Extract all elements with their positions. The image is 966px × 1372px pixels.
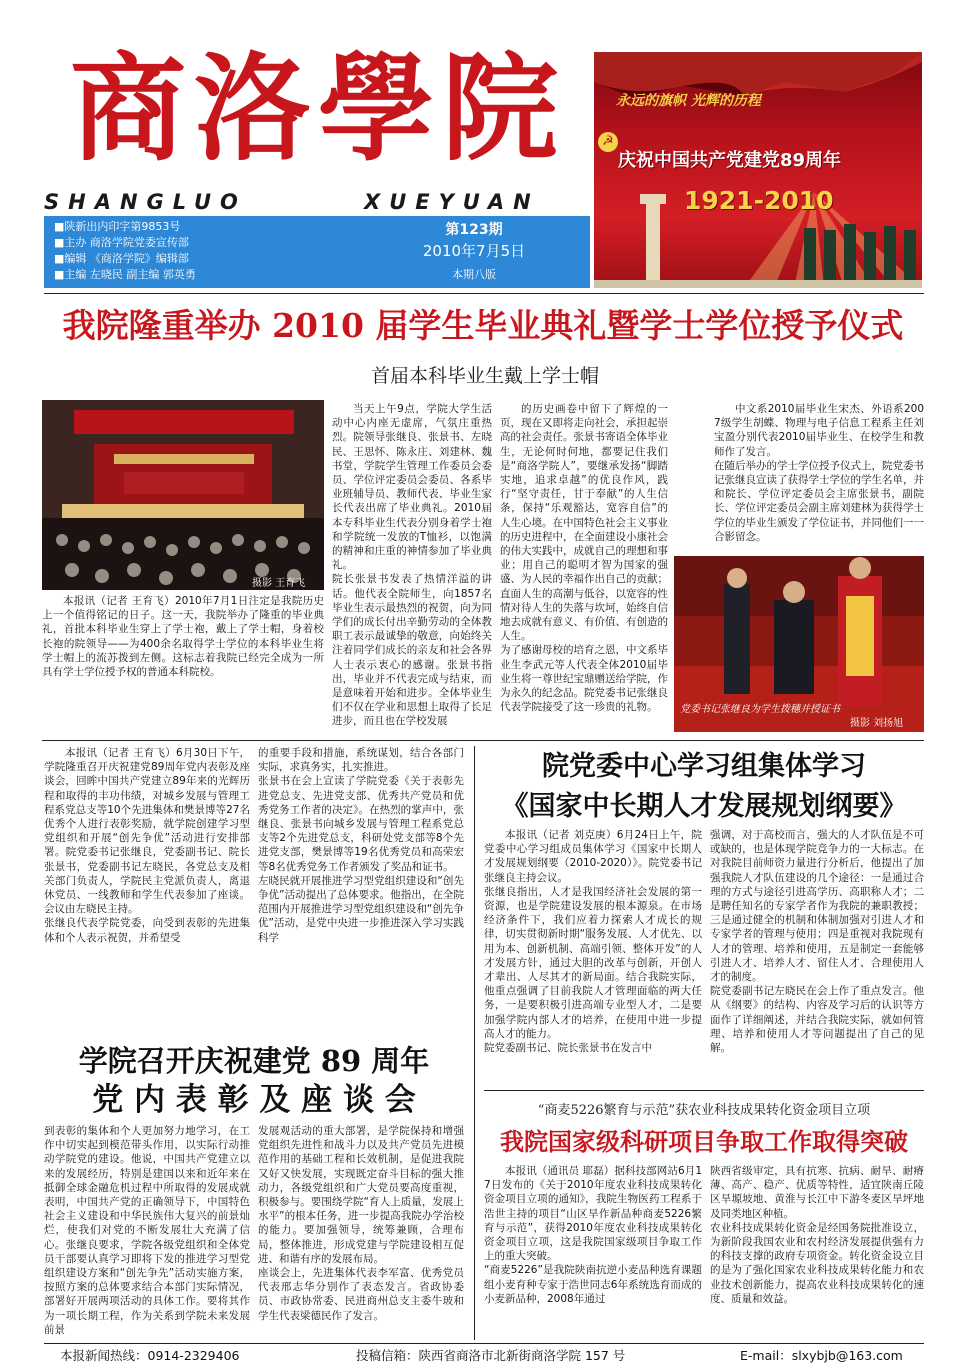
party-column-1: 本报讯（记者 王育飞）6月30日下午，学院隆重召开庆祝建党89周年党内表彰及座谈会，回眸中国共产党建立89年来的光辉历程和取得的丰功伟绩，对城乡发展与管理工程系党总支等10个先进集体和樊景博等27名优秀个人进行表彰奖励，就学院创建学习型党组织和开展“创先争优”活动进行安排部署。院党委书记张继良，党委副书记、院长张景书，党委副书记左晓民，各党总支及相关部门负责人，学院民主党派负责人，离退休党员、一线教师和学生代表参加了座谈。会议由左晓民主持。 张继良代表学院党委，向受到表彰的先进集体和个人表示祝贺，并希望受 (44, 747, 250, 944)
masthead-pinyin-left: SHANGLUO (44, 190, 247, 214)
party-headline-line2: 党 内 表 彰 及 座 谈 会 (92, 1082, 416, 1118)
study-headline-line1: 院党委中心学习组集体学习 (542, 751, 866, 782)
masthead-title: 商洛學院 (70, 41, 566, 177)
publisher-line: ■主办 商洛学院党委宣传部 (54, 236, 189, 249)
photo2-caption: 党委书记张继良为学生拨穗并授证书 (680, 704, 840, 715)
party-column-4: 发展观活动的重大部署，是学院保持和增强党组织先进性和战斗力以及共产党员先进模范作用的基础工程和长效机制，是促进我院又好又快发展，实现既定奋斗目标的强大推动力，各级党组织和广大党员要高度重视，积极参与。要围绕学院“育人上质量，发展上水平”的根本任务，进一步提高我院办学治校的能力。要加强领导，统筹兼顾，合理布局，整体推进，形成党建与学院建设相互促进、和谐有序的发展布局。 座谈会上，先进集体代表李军富、优秀党员代表邢志华分别作了表态发言。省政协委员、市政协常委、民进商州总支主委牛玻和学生代表梁德民作了发言。 (258, 1125, 464, 1322)
lead-column-4: 中文系2010届毕业生宋杰、外语系2007级学生胡蝶、物理与电子信息工程系主任刘宝盈分别代表2010届毕业生、在校学生和教师作了发言。 在随后举办的学士学位授予仪式上，院党委书记张继良宣读了获得学士学位的学生名单，并和院长、学位评定委员会主席张景书，副院长、学位评定委员会副主席刘建林为获得学士学位的毕业生颁发了学位证书，并同他们一一合影留念。 (714, 403, 924, 543)
issue-pages: 本期八版 (452, 268, 496, 281)
lead-column-2: 当天上午9点，学院大学生活动中心内座无虚席，气氛庄重热烈。院领导张继良、张景书、左晓民、王思怀、陈永庄、刘建林、魏书堂，学院学生管理工作委员会委员、学位评定委员会委员、各系毕业班辅导员、教师代表、毕业生家长代表出席了毕业典礼。2010届本专科毕业生代表分别身着学士袍和学院统一发放的T恤衫，以饱满的精神和庄重的神情参加了毕业典礼。 院长张景书发表了热情洋溢的讲话。他代表全院师生，向1857名毕业生表示最热烈的祝贺，向为同学们的成长付出辛勤劳动的全体教职工表示最诚挚的敬意，向始终关注着同学们成长的亲友和社会各界人士表示衷心的感谢。张景书指出，毕业并不代表完成与结束，而是意味着开始和进步。全体毕业生们不仅在学业和思想上取得了长足进步，而且也在学校发展 (332, 403, 492, 728)
masthead-info-list (54, 219, 374, 285)
party-emblem-icon: ☭ (598, 132, 618, 152)
study-divider (484, 1090, 924, 1091)
ceremony-hall-image (42, 400, 324, 590)
party-column-3: 到表彰的集体和个人更加努力地学习，在工作中切实起到模范带头作用，以实际行动推动学院党的建设。他说，中国共产党建立以来的发展经历，特别是建国以来和近年来在抵御全球金融危机过程中所取得的发展成就表明，中国共产党的正确领导下，中国特色社会主义建设和中华民族伟大复兴的前景灿烂，使我们对党的不断发展壮大充满了信心。张继良要求，学院各级党组织和全体党员干部要认真学习即将下发的推进学习型党组织建设方案和“创先争先”活动实施方案，按照方案的总体要求结合本部门实际情况，部署好开展两项活动的具体工作。要将其作为一项长期工程，作为关系到学院未来发展前景 (44, 1125, 250, 1336)
masthead-divider (44, 293, 924, 294)
study-headline-line2: 《国家中长期人才发展规划纲要》 (501, 791, 907, 822)
issue-date: 2010年7月5日 (422, 242, 526, 260)
party-headline-line1: 学院召开庆祝建党 89 周年 (78, 1044, 430, 1078)
masthead-info-box (44, 216, 590, 288)
submission-address: 投稿信箱：陕西省商洛市北新街商洛学院 157 号 (356, 1348, 626, 1363)
lead-subhead: 首届本科毕业生戴上学士帽 (370, 365, 599, 387)
research-kicker: “商麦5226繁育与示范”获农业科技成果转化资金项目立项 (537, 1103, 871, 1118)
vertical-divider (474, 746, 475, 1340)
photo2-credit: 摄影 刘扬旭 (850, 718, 904, 729)
issue-number: 第123期 (445, 222, 503, 238)
news-hotline: 本报新闻热线：0914-2329406 (60, 1348, 240, 1363)
publication-permit: ■陕新出内印字第9853号 (54, 220, 181, 233)
banner-years: 1921-2010 (684, 186, 834, 215)
lead-headline: 我院隆重举办 2010 届学生毕业典礼暨学士学位授予仪式 (62, 306, 904, 345)
research-column-2: 陕西省级审定，具有抗寒、抗病、耐旱、耐瘠薄、高产、稳产、优质等特性，适宜陕南丘陵区旱塬坡地、黄淮与长江中下游冬麦区旱坪地及同类地区种植。 农业科技成果转化资金是经国务院批准设立，为新阶段我国农业和农村经济发展提供强有力的科技支撑的政府专项资金。转化资金设立目的是为了强化国家农业科技成果转化能力和农业技术创新能力，提高农业科技成果转化的速度、质量和效益。 (710, 1165, 924, 1305)
research-column-1: 本报讯（通讯员 耶磊）据科技部网站6月17日发布的《关于2010年度农业科技成果转化资金项目立项的通知》，我院生物医药工程系于浩世主持的项目“山区旱作新品种商麦5226繁育与示范”，获得2010年度农业科技成果转化资金项目立项，这是我院国家级项目争取工作上的重大突破。 “商麦5226”是我院陕南抗逆小麦品种选育课题组小麦育种专家于浩世同志6年系统选育而成的小麦新品种，2008年通过 (484, 1165, 702, 1305)
chief-editor-line: ■主编 左晓民 副主编 郭英勇 (54, 268, 196, 281)
research-headline: 我院国家级科研项目争取工作取得突破 (500, 1127, 908, 1156)
banner-slogan: 永远的旗帜 光辉的历程 (616, 93, 761, 109)
graduation-ceremony-photo (42, 400, 324, 590)
lead-column-1: 本报讯（记者 王育飞）2010年7月1日注定是我院历史上一个值得铭记的日子。这一天，我院举办了隆重的毕业典礼，首批本科毕业生穿上了学士袍，戴上了学士帽，身着校长袍的院领导——为400余名取得学士学位的本科毕业生将学士帽上的流苏拨到左侧。这标志着我院已经完全成为一所具有学士学位授予权的普通本科院校。 (42, 595, 324, 679)
masthead-pinyin-right: XUEYUAN (364, 190, 540, 214)
lead-column-3: 的历史画卷中留下了辉煌的一页，现在又即将走向社会，承担起崇高的社会责任。张景书寄语全体毕业生，无论何时何地，都要记住我们是“商洛学院人”，要继承发扬“脚踏实地，追求卓越”的优良作风，践行“坚守责任，甘于奉献”的人生信条，保持“乐观豁达，宽容自信”的人生心境。在中国特色社会主义事业的历史进程中，在全面建设小康社会的伟大实践中，成就自己的理想和事业；用自己的聪明才智为国家的强盛、为人民的幸福作出自己的贡献；直面人生的高潮与低谷，以宽容的性情对待人生的失落与坎坷，始终自信地去成就有意义、有价值、有创造的人生。 为了感谢母校的培育之恩，中文系毕业生李武元等人代表全体2010届毕业生将一尊世纪宝鼎赠送给学院，作为永久的纪念品。院党委书记张继良代表学院接受了这一珍贵的礼物。 (500, 403, 668, 714)
party-column-2: 的重要手段和措施，系统谋划，结合各部门实际，求真务实，扎实推进。 张景书在会上宣读了学院党委《关于表彰先进党总支、先进党支部、优秀共产党员和优秀党务工作者的决定》。在热烈的掌声中，张继良、张景书向城乡发展与管理工程系党总支等2个先进党总支，科研处党支部等8个先进党支部，樊景博等19名优秀党员和高荣宏等8名优秀党务工作者颁发了奖品和证书。 左晓民就开展推进学习型党组织建设和“创先争优”活动提出了总体要求。他指出，在全院范围内开展推进学习型党组织建设和“创先争优”活动，是党中央进一步推进深入学习实践科学 (258, 747, 464, 944)
anniversary-banner (594, 52, 922, 288)
study-column-1: 本报讯（记者 刘克庚）6月24日上午，院党委中心学习组成员集体学习《国家中长期人才发展规划纲要（2010-2020）》。院党委书记张继良主持会议。 张继良指出，人才是我国经济社会发展的第一资源，也是学院建设发展的根本源泉。在市场经济条件下，我们应着力探索人才成长的规律，切实贯彻新时期“服务发展、人才优先、以用为本、创新机制、高端引领、整体开发”的人才发展方针，通过大胆的改革与创新，开创人才辈出、人尽其才的新局面。结合我院实际，他重点强调了目前我院人才管理面临的两大任务，一是要积极引进高端专业型人才，二是要加强学院内部人才的培养，在使用中进一步提高人才的能力。 院党委副书记、院长张景书在发言中 (484, 829, 702, 1055)
editor-line: ■编辑 《商洛学院》编辑部 (54, 252, 189, 265)
footer-divider (44, 1343, 924, 1344)
contact-email[interactable]: E-mail：slxybjb@163.com (740, 1348, 903, 1363)
degree-awarding-photo (674, 556, 924, 732)
study-column-2: 强调，对于高校而言，强大的人才队伍是不可或缺的，也是体现学院竞争力的一大标志。在对我院目前师资力量进行分析后，他提出了加强我院人才队伍建设的几个途径：一是通过合理的方式与途径引进高学历、高职称人才；二是聘任知名的专家学者作为我院的兼职教授；三是通过健全的机制和体制加强对引进人才和专家学者的管理与使用；四是重视对我院现有人才的管理、培养和使用，五是制定一套能够引进人才、培养人才、留住人才、合理使用人才的制度。 院党委副书记左晓民在会上作了重点发言。他从《纲要》的结构、内容及学习后的认识等方面作了详细阐述，并结合我院实际，就如何管理、培养和使用人才等问题提出了自己的见解。 (710, 829, 924, 1055)
banner-headline: 庆祝中国共产党建党89周年 (618, 150, 842, 171)
lead-divider (42, 740, 924, 741)
photo1-caption: 摄影 王育飞 (252, 578, 306, 589)
